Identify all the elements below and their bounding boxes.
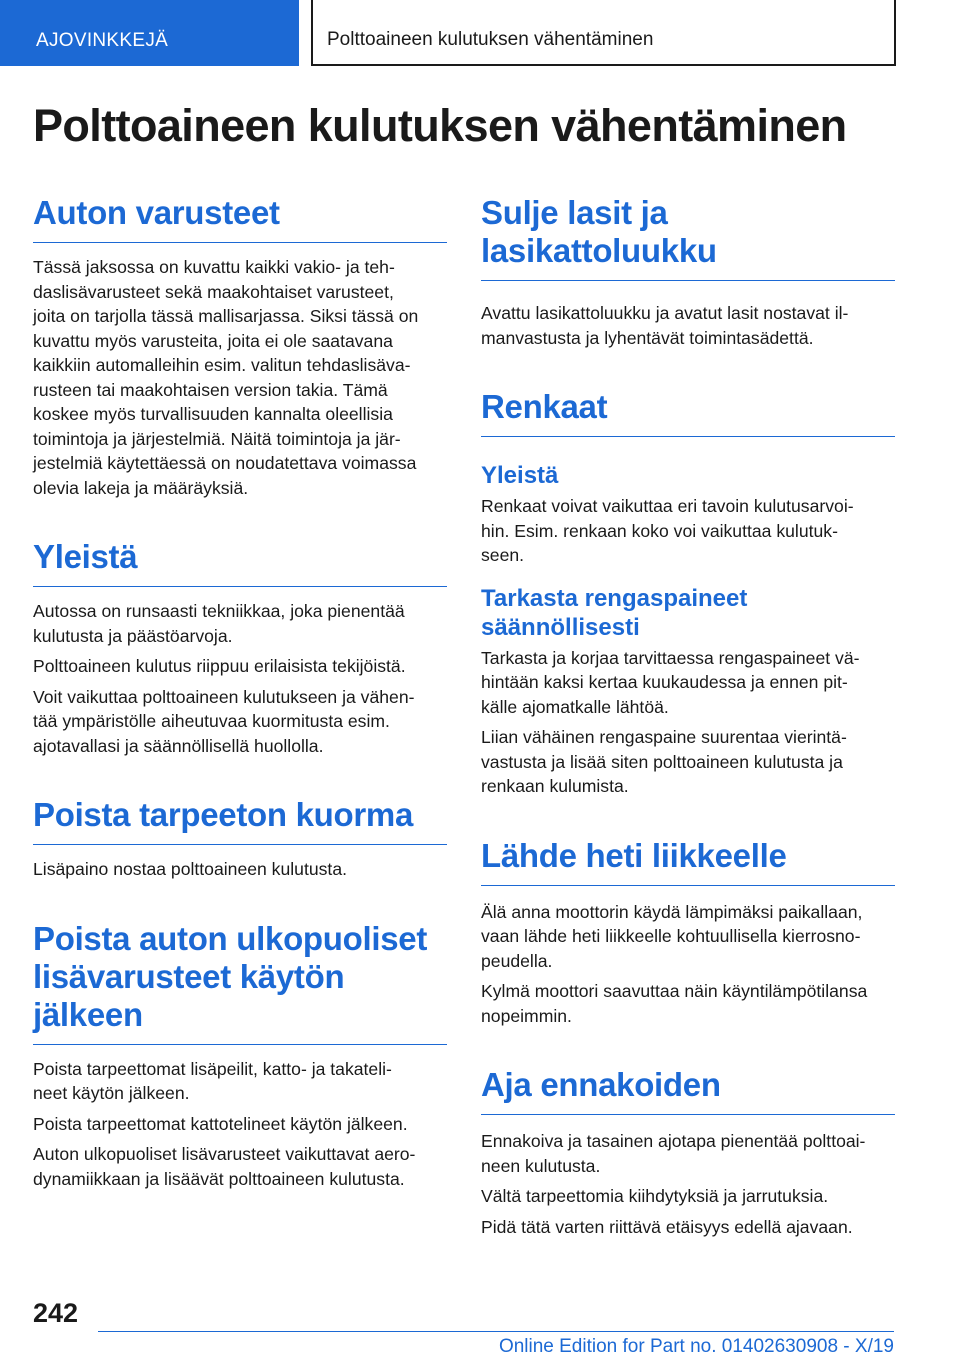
paragraph: Avattu lasikattoluukku ja avatut lasit nostavat il- manvastusta ja lyhentävät toimintasädettä. [481, 303, 849, 348]
page-header [0, 0, 960, 66]
paragraph: Auton ulkopuoliset lisävarusteet vaikuttavat aero- dynamiikkaan ja lisäävät polttoaineen kulutusta. [33, 1144, 416, 1189]
chapter-tab: Polttoaineen kulutuksen vähentäminen [311, 0, 896, 66]
heading-aja-ennakoiden: Aja ennakoiden [481, 1058, 895, 1115]
paragraph: Pidä tätä varten riittävä etäisyys edellä ajavaan. [481, 1216, 853, 1237]
paragraph: Poista tarpeettomat lisäpeilit, katto- ja takateli- neet käytön jälkeen. [33, 1058, 392, 1103]
edition-footer: Online Edition for Part no. 01402630908 - X/19 [498, 1336, 894, 1357]
paragraph: Tässä jaksossa on kuvattu kaikki vakio- ja teh- daslisävarusteet sekä maakohtaiset varusteet, joita on tarjolla tässä mallisarjassa. Siksi tässä on kuvattu myös varusteita, joita ei ole saatavana kaikkiin automalleihin esim. valitun tehdaslisäva- rusteen tai maakohtaisen version takia. Tämä koskee myös turvallisuuden kannalta oleellisia toimintoja ja järjestelmiä. Näitä toimintoja ja jär- jestelmiä käytettäessä on noudatettava voimassa olevia lakeja ja määräyksiä. [33, 257, 419, 498]
paragraph: Ennakoiva ja tasainen ajotapa pienentää polttoai- neen kulutusta. [481, 1131, 866, 1176]
heading-renkaat: Renkaat [481, 380, 895, 437]
heading-lahde-heti-liikkeelle: Lähde heti liikkeelle [481, 829, 895, 886]
page-title: Polttoaineen kulutuksen vähentäminen [33, 100, 847, 151]
subheading-yleista: Yleistä [481, 462, 559, 489]
paragraph: Renkaat voivat vaikuttaa eri tavoin kulutusarvoi- hin. Esim. renkaan koko voi vaikuttaa kulutuk- seen. [481, 496, 854, 565]
paragraph: Autossa on runsaasti tekniikkaa, joka pienentää kulutusta ja päästöarvoja. [33, 601, 405, 646]
paragraph: Polttoaineen kulutus riippuu erilaisista tekijöistä. [33, 656, 406, 676]
heading-yleista: Yleistä [33, 530, 447, 587]
paragraph: Liian vähäinen rengaspaine suurentaa vierintä- vastusta ja lisää siten polttoaineen kulutusta ja renkaan kulumista. [481, 727, 847, 796]
subheading-tarkasta-rengaspaineet: Tarkasta rengaspaineet säännöllisesti [481, 584, 748, 641]
paragraph: Älä anna moottorin käydä lämpimäksi paikallaan, vaan lähde heti liikkeelle kohtuullisella kierrosno- peudella. [481, 901, 863, 971]
paragraph: Voit vaikuttaa polttoaineen kulutukseen ja vähen- tää ympäristölle aiheutuvaa kuormitusta esim. ajotavallasi ja säännöllisellä huollolla. [33, 686, 415, 756]
footer-divider [98, 1331, 894, 1332]
heading-poista-ulkopuoliset-lisavarusteet: Poista auton ulkopuoliset lisävarusteet käytön jälkeen [33, 912, 447, 1045]
paragraph: Tarkasta ja korjaa tarvittaessa rengaspaineet vä- hintään kaksi kertaa kuukaudessa ja ennen pit- källe ajomatkalle lähtöä. [481, 647, 860, 717]
paragraph: Lisäpaino nostaa polttoaineen kulutusta. [33, 859, 347, 879]
page-number: 242 [33, 1298, 79, 1328]
heading-poista-tarpeeton-kuorma: Poista tarpeeton kuorma [33, 788, 447, 845]
heading-sulje-lasit: Sulje lasit ja lasikattoluukku [481, 186, 895, 281]
paragraph: Kylmä moottori saavuttaa näin käyntilämpötilansa nopeimmin. [481, 981, 868, 1026]
paragraph: Vältä tarpeettomia kiihdytyksiä ja jarrutuksia. [481, 1186, 829, 1206]
right-column [481, 186, 895, 1239]
section-tab: AJOVINKKEJÄ [0, 0, 299, 66]
left-column [33, 186, 447, 1191]
paragraph: Poista tarpeettomat kattotelineet käytön jälkeen. [33, 1113, 408, 1134]
heading-auton-varusteet: Auton varusteet [33, 186, 447, 243]
